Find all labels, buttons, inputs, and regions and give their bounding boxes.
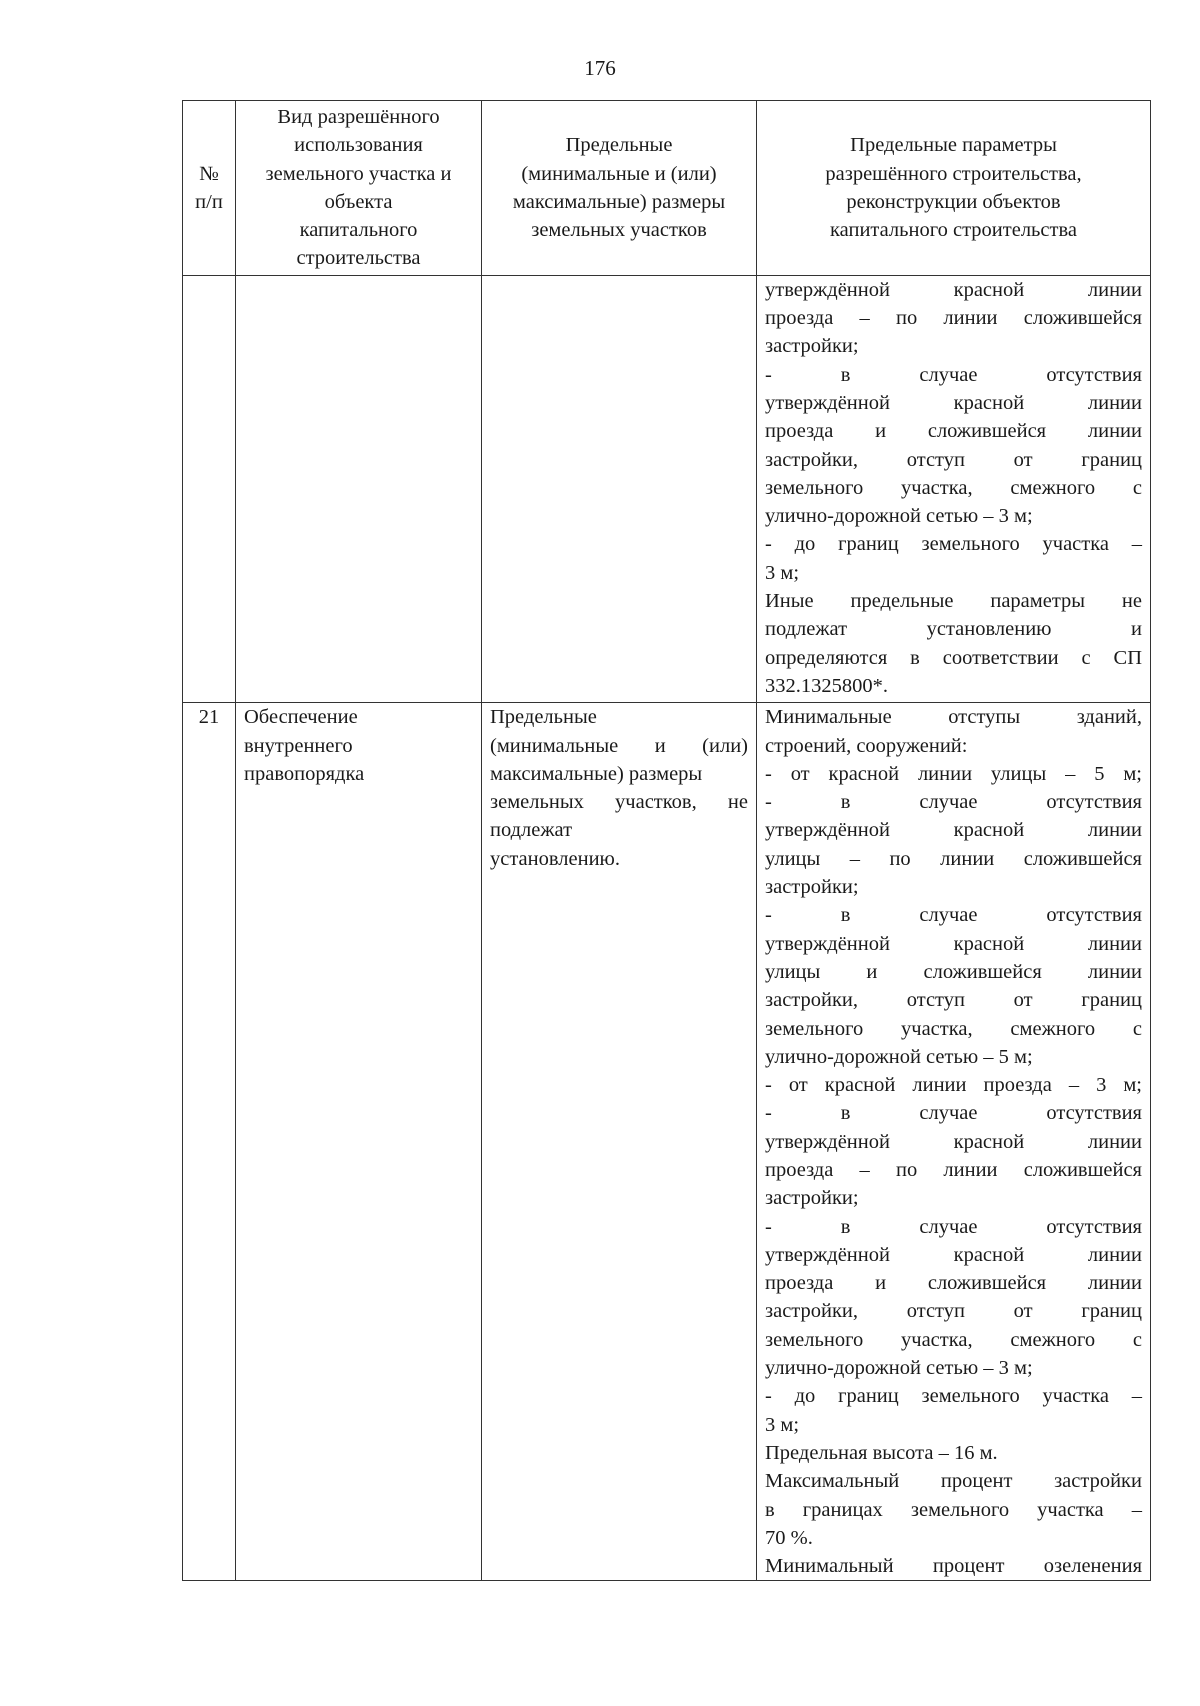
header-use-type (236, 101, 482, 276)
cell-line: утверждённой красной линии (765, 932, 1142, 955)
cell-line: проезда – по линии сложившейся (765, 307, 1142, 330)
cell-line: в границах земельного участка – (765, 1498, 1142, 1521)
cell-line: Обеспечение (244, 706, 358, 729)
header-line: (минимальные и (или) (521, 162, 717, 185)
params-cell (757, 275, 1151, 702)
header-line: п/п (195, 190, 223, 213)
row-num-cell (183, 275, 236, 702)
cell-line: улично-дорожной сетью – 5 м; (765, 1045, 1033, 1068)
cell-line: подлежат (490, 819, 573, 842)
cell-line: 3 м; (765, 1413, 800, 1436)
cell-line: Минимальные отступы зданий, (765, 706, 1142, 729)
use-type-cell (236, 275, 482, 702)
cell-line: Максимальный процент застройки (765, 1470, 1142, 1493)
cell-line: максимальные) размеры (490, 762, 703, 785)
use-type-cell (236, 703, 482, 1581)
cell-line: - в случае отсутствия (765, 363, 1142, 386)
cell-line: утверждённой красной линии (765, 391, 1142, 414)
cell-line: проезда – по линии сложившейся (765, 1158, 1142, 1181)
cell-line: внутреннего (244, 734, 353, 757)
cell-line: земельного участка, смежного с (765, 476, 1142, 499)
cell-line: земельного участка, смежного с (765, 1017, 1142, 1040)
header-line: максимальные) размеры (512, 190, 726, 213)
cell-line: улицы – по линии сложившейся (765, 847, 1142, 870)
header-line: реконструкции объектов (846, 190, 1061, 213)
cell-line: (минимальные и (или) (490, 734, 748, 757)
header-line: разрешённого строительства, (825, 162, 1082, 185)
plot-size-cell (482, 703, 757, 1581)
cell-line: застройки, отступ от границ (765, 448, 1142, 471)
cell-line: застройки; (765, 335, 859, 358)
header-line: капитального (299, 219, 418, 242)
params-cell (757, 703, 1151, 1581)
cell-line: установлению. (490, 847, 620, 870)
cell-line: улично-дорожной сетью – 3 м; (765, 505, 1033, 528)
header-line: объекта (324, 190, 393, 213)
header-line: земельных участков (531, 219, 707, 242)
cell-line: подлежат установлению и (765, 618, 1142, 641)
table-row-continuation (183, 275, 1151, 702)
table-header-row (183, 101, 1151, 276)
header-line: капитального строительства (830, 219, 1077, 242)
cell-line: земельного участка, смежного с (765, 1328, 1142, 1351)
header-line: строительства (296, 247, 421, 270)
table-row-21 (183, 703, 1151, 1581)
cell-line: 70 %. (765, 1526, 813, 1549)
row-num-cell: 21 (183, 703, 236, 1581)
header-num (183, 101, 236, 276)
cell-line: Предельная высота – 16 м. (765, 1441, 998, 1464)
cell-line: Минимальный процент озеленения (765, 1555, 1142, 1578)
header-construction-params (757, 101, 1151, 276)
header-line: использования (294, 134, 423, 157)
header-line: Предельные параметры (850, 134, 1057, 157)
cell-line: проезда и сложившейся линии (765, 1272, 1142, 1295)
plot-size-cell (482, 275, 757, 702)
zoning-table (182, 100, 1151, 1581)
cell-line: определяются в соответствии с СП (765, 646, 1142, 669)
cell-line: - в случае отсутствия (765, 1102, 1142, 1125)
cell-line: 3 м; (765, 561, 800, 584)
cell-line: строений, сооружений: (765, 734, 968, 757)
cell-line: - от красной линии проезда – 3 м; (765, 1074, 1142, 1097)
cell-line: - в случае отсутствия (765, 791, 1142, 814)
header-line: Предельные (565, 134, 673, 157)
header-line: № (199, 162, 219, 185)
cell-line: Предельные (490, 706, 597, 729)
cell-line: утверждённой красной линии (765, 278, 1142, 301)
cell-line: застройки, отступ от границ (765, 989, 1142, 1012)
header-line: Вид разрешённого (277, 106, 440, 128)
cell-line: Иные предельные параметры не (765, 590, 1142, 613)
cell-line: застройки; (765, 1187, 859, 1210)
cell-line: земельных участков, не (490, 791, 748, 814)
cell-line: - от красной линии улицы – 5 м; (765, 762, 1142, 785)
page-number: 176 (584, 56, 616, 80)
cell-line: застройки, отступ от границ (765, 1300, 1142, 1323)
cell-line: - до границ земельного участка – (765, 533, 1142, 556)
header-line: земельного участка и (265, 162, 452, 185)
cell-line: утверждённой красной линии (765, 819, 1142, 842)
cell-line: - в случае отсутствия (765, 1215, 1142, 1238)
cell-line: застройки; (765, 876, 859, 899)
cell-line: проезда и сложившейся линии (765, 420, 1142, 443)
cell-line: улицы и сложившейся линии (765, 960, 1142, 983)
cell-line: утверждённой красной линии (765, 1243, 1142, 1266)
cell-line: утверждённой красной линии (765, 1130, 1142, 1153)
cell-line: - в случае отсутствия (765, 904, 1142, 927)
cell-line: улично-дорожной сетью – 3 м; (765, 1357, 1033, 1380)
cell-line: правопорядка (244, 762, 365, 785)
cell-line: 332.1325800*. (765, 674, 888, 697)
cell-line: - до границ земельного участка – (765, 1385, 1142, 1408)
header-plot-sizes (482, 101, 757, 276)
